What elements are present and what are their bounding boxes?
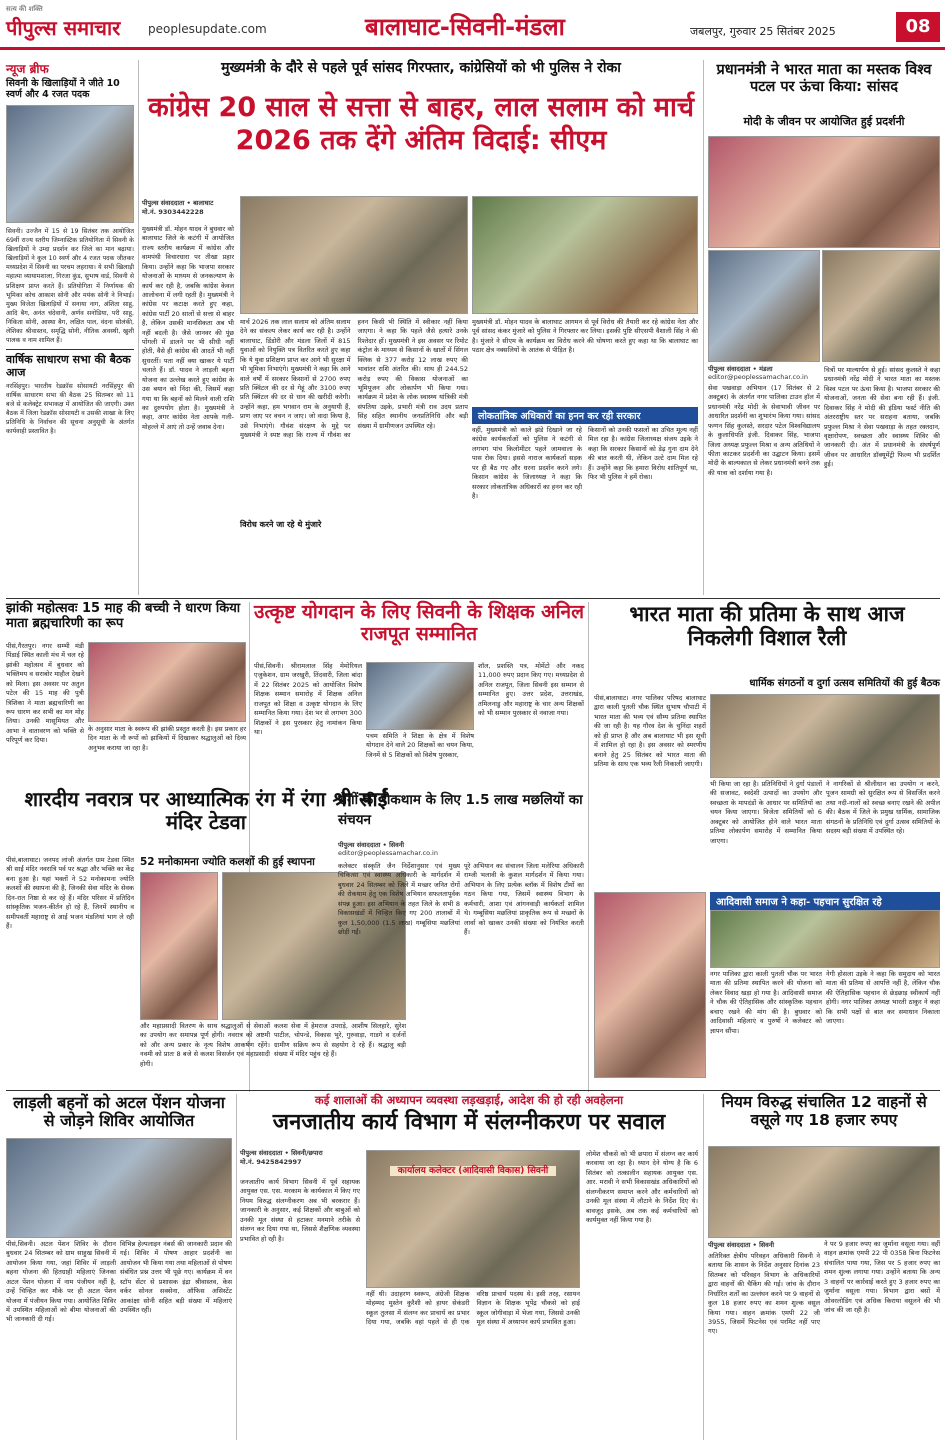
lead-subbox-title: लोकतांत्रिक अधिकारों का हनन कर रही सरकार bbox=[472, 407, 698, 424]
yoga-body-1: पीसं,सिवनी। श्रीरामलाल सिंह मेमोरियल एजुकेशन, ग्राम जरखुरी, तिंदवारी, जिला बांदा में 22 सितंबर 2025 को आयोजित विशेष शिक्षक सम्मान समारोह में शिक्षक अनिल राजपूत को शिक्षा व उत्कृष्ट योगदान के लिए सम्मानित किया गया। देश भर से लगभग 300 शिक्षकों ने इस पुरस्कार हेतु नामांकन किया था। bbox=[254, 662, 362, 736]
child-goddess-photo bbox=[88, 642, 246, 722]
section-divider bbox=[6, 1090, 940, 1091]
yoga-body-2: पचम समिति ने शिक्षा के क्षेत्र में विशेष योगदान देने वाले 20 शिक्षकों का चयन किया, जिनमें से 5 शिक्षकों को विशेष पुरस्कार, bbox=[366, 732, 474, 759]
shala-body-1: जनजातीय कार्य विभाग सिवनी में पूर्व सहायक आयुक्त एस. एस. मरकाम के कार्यकाल में किए गए नियम विरुद्ध संलग्नीकरण अब भी बरकरार हैं। जानकारी के अनुसार, कई शिक्षकों और बाबुओं को उनकी मूल संस्था से हटाकर मनमाने तरीके से संलग्न कर दिया गया था, जिससे शैक्षणिक व्यवस्था प्रभावित हो रही है। bbox=[240, 1178, 360, 1243]
gymnastics-team-photo bbox=[6, 105, 134, 223]
adivasi-headline[interactable]: आदिवासी समाज ने कहा- पहचान सुरक्षित रहे bbox=[710, 892, 940, 910]
navratri-subhead: 52 मनोकामना ज्योति कलशों की हुई स्थापना bbox=[140, 856, 315, 868]
column-divider bbox=[588, 602, 589, 1092]
lead-right-box bbox=[472, 318, 698, 595]
page-number: 08 bbox=[896, 12, 940, 42]
fish-email[interactable]: editor@peoplessamachar.co.in bbox=[338, 849, 438, 857]
fish-headline[interactable]: रोगों की रोकथाम के लिए 1.5 लाख मछलियों का संचयन bbox=[338, 792, 583, 829]
niyam-body-1: अतिरिक्त क्षेत्रीय परिवहन अधिकारी सिवनी ने बताया कि शासन के निर्देश अनुसार दिनांक 23 सितम्बर को परिवहन विभाग के अधिकारियों द्वारा वाहनों की चैकिंग की गई। जांच के दौरान निर्धारित शर्तों का उल्लंघन करने पर 9 वाहनों से कुल 18 हजार रुपए का शमन शुल्क वसूल किया गया। वाहन क्रमांक एमपी 22 जी 3955, जिसमें फिटनेस एवं परमिट नहीं पाए गए। bbox=[708, 1252, 820, 1336]
rally-body-3: ने नागरिकों से श्रीलीधान का उपयोग न करने, पूजन सामग्री को सुरक्षित रूप से विसर्जित करने तथा नदी-नालों को स्वच्छ बनाए रखने की अपील की। बैठक में जिले के प्रमुख धार्मिक, सामाजिक संगठनों के प्रतिनिधि एवं दुर्गा उत्सव समितियों के सदस्य बड़ी संख्या में उपस्थित रहे। bbox=[826, 780, 940, 836]
exhibition-photo-3 bbox=[708, 250, 820, 362]
jhanki-headline[interactable]: झांकी महोत्सवः 15 माह की बच्ची ने धारण किया माता ब्रह्मचारिणी का रूप bbox=[6, 601, 241, 631]
lead-body-col2 bbox=[240, 318, 468, 595]
bus-check-photo bbox=[708, 1146, 940, 1238]
lead-body-col1: मुख्यमंत्री डॉ. मोहन यादव ने बुधवार को बालाघाट जिले के कटंगी में आयोजित राज्य स्तरीय कार्यक्रम में कांग्रेस और वामपंथी विचारधारा पर तीखा प्रहार किया। उन्होंने कहा कि भाजपा सरकार योजनाओं के माध्यम से जनकल्याण के कार्य कर रही है, जबकि कांग्रेस केवल आलोचना में लगी रहती है। मुख्यमंत्री ने कांग्रेस पर कटाक्ष करते हुए कहा, कांग्रेस पार्टी 20 सालों से सत्ता से बाहर है, लेकिन उसकी मानसिकता अब भी नहीं बदली है। जैसे जानवर की पूंछ पोंगली में डालने पर भी सीधी नहीं होती, वैसे ही कांग्रेस की आदतें भी नहीं सुधरतीं। पता नहीं क्या खाकर ये पार्टी चलाते हैं। डॉ. यादव ने लाड़ली बहना योजना का उल्लेख करते हुए कांग्रेस के उस बयान को निंदा की, जिसमें कहा गया था कि बहनों को मिलने वाली राशि का दुरुपयोग होता है। मुख्यमंत्री ने कहा, अगर कांग्रेस नेता आपके गली-मोहल्ले में आएं तो उन्हें जवाब देना। bbox=[142, 225, 234, 431]
pm-email[interactable]: editor@peoplessamachar.co.in bbox=[708, 373, 808, 381]
navratri-body-1: पीसं,बालाघाट। जनपद लांजी अंतर्गत ग्राम टेडवा स्थित श्री साईं मंदिर नवरात्रि पर्व पर श्रद्धा और भक्ति का केंद्र बना हुआ है। यहां भक्तों ने 52 मनोकामना ज्योति कलशों की स्थापना की है, जिनकी सेवा मंदिर के सेवक दिन-रात निष्ठा से कर रहे हैं। मंदिर परिसर में प्रतिदिन सांस्कृतिक भजन-कीर्तन हो रहे हैं, जिनमें स्थानीय व समीपवर्ती महाराष्ट्र से आई भजन मंडलियां भाग ले रही हैं। bbox=[6, 856, 134, 930]
pm-body-col2: चित्रों पर माल्यार्पण से हुई। सांसद कुलस्ते ने कहा प्रधानमंत्री नरेंद्र मोदी ने भारत माता का मस्तक विश्व पटल पर ऊंचा किया है। भाजपा सरकार की योजनाओं, जनता की सेवा बना रही हैं। इंजी. दिवाकर सिंह ने मोदी की इंडिया फर्स्ट नीति की अंतरराष्ट्रीय स्तर पर सराहना बताया, जबकि प्रफुल्ल मिश्रा ने सेवा पखवाड़ा के तहत रक्तदान, वृक्षारोपण, स्वच्छता और स्वास्थ्य शिविर की जानकारी दी। अंत में प्रधानमंत्री के संघर्षपूर्ण जीवन पर आधारित डॉक्यूमेंट्री फिल्म भी प्रदर्शित हुई। bbox=[824, 366, 940, 469]
shala-body-3: लोमेश चौकसे को भी छपारा में संलग्न कर कार्य करवाया जा रहा है। ध्यान देने योग्य है कि 6 सितंबर को तत्कालीन सहायक आयुक्त एस. आर. मरावी ने सभी विकासखंड अधिकारियों को संलग्नीकरण समाप्त करने और कर्मचारियों को उनकी मूल संस्था में लौटाने के निर्देश दिए थे। बावजूद इसके, अब तक कई कर्मचारियों को कार्यमुक्त नहीं किया गया है। bbox=[586, 1150, 698, 1224]
jhanki-body-2: के अनुसार माता के स्वरूप की झांकी प्रस्तुत करती है। इस प्रकार हर दिन माता के नौ रूपों को झांकियों में दिखाकर श्रद्धालुओं को दिव्य अनुभव कराया जा रहा है। bbox=[88, 725, 246, 752]
rally-headline[interactable]: भारत माता की प्रतिमा के साथ आज निकलेगी विशाल रैली bbox=[629, 602, 905, 651]
exhibition-photo-2 bbox=[822, 250, 940, 362]
navratri-body-3: कलश सेवा में हेमराज उपराड़े, आशीष सिलहारे, सुरेश पाटील, चोपन्डे, विकास भुरे, गुरुवाड़ा, गाडगे व दर्जनों ग्रामीण सक्रिय रूप से सहयोग दे रहे हैं। श्रद्धालु बड़ी संख्या में मंदिर पहुंच रहे हैं। bbox=[274, 1022, 406, 1059]
logo-text: पीपुल्स समाचार bbox=[6, 16, 121, 40]
fish-body-1: कलेक्टर संस्कृति जैन निर्देशानुसार एवं मुख्य चिकित्सा एवं स्वास्थ्य अधिकारी के मार्गदर्शन में बुधवार 24 सितम्बर को जिले में मच्छर जनित रोगों की रोकथाम हेतु एक विशेष अभियान सफलतापूर्वक संपन्न हुआ। इस अभियान के तहत जिले के सभी 8 विकासखंडों में चिन्हित किए गए 200 तालाबों में कुल 1,50,000 (1.5 लाख) गम्बूसिया मछलियां छोड़ी गईं। bbox=[338, 862, 460, 936]
niyam-headline[interactable]: नियम विरुद्ध संचालित 12 वाहनों से वसूले गए 18 हजार रुपए bbox=[721, 1093, 927, 1129]
navratri-body-2: और महाप्रसादी वितरण के साथ श्रद्धालुओं से सेवाओं का उपयोग कर समापन्न पूर्ण होगी। नवरात्र को अष्टमी को और अन्य प्रकार के नृत्य विशेष आकर्षण रहेंगे। नवमी को प्रातः 8 बजे से कलश विसर्जन एवं महाप्रसादी होगी। bbox=[140, 1022, 270, 1068]
shala-headline[interactable]: जनजातीय कार्य विभाग में संलग्नीकरण पर सवाल bbox=[272, 1110, 666, 1135]
pm-byline: पीपुल्स संवाददाता • मंडला bbox=[708, 365, 773, 373]
brief-label: न्यूज ब्रीफ bbox=[6, 62, 49, 76]
pm-byline-box bbox=[708, 364, 820, 381]
column-divider bbox=[236, 1094, 237, 1440]
fish-byline: पीपुल्स संवाददाता • सिवनी bbox=[338, 841, 405, 849]
dateline: जबलपुर, गुरुवार 25 सितंबर 2025 bbox=[690, 25, 836, 38]
lead-body-col4: मुख्यमंत्री डॉ. मोहन यादव के बालाघाट आगमन से पूर्व विरोध की तैयारी कर रहे कांग्रेस नेता और पूर्व सांसद कंकर मुंजारे को पुलिस ने गिरफ्तार कर लिया। इसकी पुष्टि सीएसपी वैशाली सिंह ने की है। मुंजारे ने सीएम के कार्यक्रम का विरोध करने की घोषणा करते हुए कहा था कि बालाघाट का पठार क्षेत्र नक्सलियों के आतंक से पीड़ित है। bbox=[472, 318, 698, 355]
lead-body-col7: किसानों को उनकी फसलों का उचित मूल्य नहीं मिल रहा है। कांग्रेस जिलाध्यक्ष संजय उइके ने कहा कि सरकार किसानों को डेढ़ गुना दाम देने की बात करती थी, लेकिन उल्टे दाम मिल रहे हैं। उन्होंने कहा कि हमारा विरोध शांतिपूर्ण था, फिर भी पुलिस ने हमें रोका। bbox=[588, 426, 698, 482]
lead-body-text3: ने कहा कि पहले जैसे हत्यारे उनके रिश्तेदार हों। मुख्यमंत्री ने इस अवसर पर रिमोट कंट्रोल के माध्यम से किसानों के खातों में सिंगल क्लिक से 377 करोड़ 12 लाख रुपए की भावांतर राशि अंतरित की। साथ ही 244.52 करोड़ रुपए की विकास योजनाओं का भूमिपूजन और लोकार्पण भी किया गया। कार्यक्रम में प्रदेश के लोक स्वास्थ्य यांत्रिकी मंत्री संपतिया उइके, प्रभारी मंत्री राव उदय प्रताप सिंह सहित स्थानीय जनप्रतिनिधि और बड़ी संख्या में ग्रामीणजन उपस्थित रहे। bbox=[357, 327, 468, 430]
logo-tagline: सत्य की शक्ति bbox=[6, 5, 43, 13]
column-divider bbox=[703, 1094, 704, 1440]
lead-subhead: विरोध करने जा रहे थे मुंजारे bbox=[240, 520, 350, 529]
rally-body-1: पीसं,बालाघाट। नगर पालिका परिषद बालाघाट द्वारा काली पुतली चौक स्थित सुभाष चौपाटी में भारत माता की भव्य एवं सौम्य प्रतिमा स्थापित की जा रही है। यह गौरव देश के चुनिंदा शहरों को ही प्राप्त है और अब बालाघाट भी इस सूची में शामिल हो रहा है। इस अवसर को स्मरणीय बनाने हेतु 25 सितंबर को भारत माता की प्रतिमा के साथ एक भव्य रैली निकाली जाएगी। bbox=[594, 694, 706, 768]
pm-body-col1: सेवा पखवाड़ा अभियान (17 सितंबर से 2 अक्टूबर) के अंतर्गत नगर पालिका टाउन हॉल में प्रधानमंत्री नरेंद्र मोदी के सेवाभावी जीवन पर आधारित प्रदर्शनी का शुभारंभ किया गया। सांसद फग्गन सिंह कुलस्ते, सरदार पटेल विश्वविद्यालय के कुलाधिपति इंजी. दिवाकर सिंह, भाजपा जिला अध्यक्ष प्रफुल्ल मिश्रा व अन्य अतिथियों ने फीता काटकर प्रदर्शनी का उद्घाटन किया। इसमें मोदी के बाल्यकाल से लेकर प्रधानमंत्री बनने तक की यात्रा को दर्शाया गया है। bbox=[708, 384, 820, 477]
shala-byline: पीपुल्स संवाददाता • सिवनी/छपारा bbox=[240, 1149, 323, 1157]
lead-body-col6: वहीं, मुख्यमंत्री को काले झंडे दिखाने जा रहे कांग्रेस कार्यकर्ताओं को पुलिस ने कटंगी से लगभग पांच किलोमीटर पहले जामवाला के पास रोक दिया। इससे नाराज कार्यकर्ता सड़क पर ही बैठ गए और धरना प्रदर्शन करने लगे। किसान कांग्रेस के जिलाध्यक्ष ने कहा कि सरकार लोकतांत्रिक अधिकारों का हनन कर रही है। bbox=[472, 426, 582, 500]
brief-headline[interactable]: सिवनी के खिलाड़ियों ने जीते 10 स्वर्ण और 4 रजत पदक bbox=[6, 78, 120, 100]
pension-camp-photo bbox=[6, 1138, 232, 1238]
rally-subhead: धार्मिक संगठनों व दुर्गा उत्सव समितियों की हुई बैठक bbox=[749, 678, 940, 689]
adivasi-caption-1: नगर पालिका द्वारा काली पुतली चौक पर भारत माता की प्रतिमा स्थापित करने की योजना को लेकर विवाद खड़ा हो गया है। आदिवासी समाज ने चौक की ऐतिहासिक और सांस्कृतिक पहचान बचाए रखने की मांग की है। बुधवार को आदिवासी महिलाएं व पुरुषों ने कलेक्टर को ज्ञापन सौंपा। bbox=[710, 970, 822, 1035]
newspaper-logo[interactable] bbox=[6, 5, 121, 41]
yoga-body-3: शॉल, प्रशस्ति पत्र, मोमेंटो और नकद 11,000 रुपए प्रदान किए गए। मध्यप्रदेश से अनिल राजपूत, जिला सिवनी इस सम्मान से सम्मानित हुए। उत्तर प्रदेश, उत्तराखंड, तमिलनाडु और महाराष्ट्र के चार अन्य शिक्षकों को भी सम्मान पुरस्कार से नवाजा गया। bbox=[478, 662, 584, 718]
adivasi-protest-photo bbox=[710, 910, 940, 968]
adivasi-caption-2: नेगी होसला उइके ने कहा कि समुदाय को भारत माता की प्रतिमा से आपत्ति नहीं है, लेकिन चौक की ऐतिहासिक पहचान से छेड़छाड़ स्वीकार्य नहीं होगी। नगर पालिका अध्यक्ष भारती ठाकुर ने कहा कि सभी पक्षों से बात कर समाधान निकाला जाएगा। bbox=[826, 970, 940, 1026]
shala-byline-box bbox=[240, 1148, 360, 1166]
exhibition-photo-1 bbox=[708, 136, 940, 248]
lead-byline: पीपुल्स संवाददाता • बालाघाट bbox=[142, 199, 214, 207]
pm-headline[interactable]: प्रधानमंत्री ने भारत माता का मस्तक विश्व पटल पर ऊंचा किया: सांसद bbox=[716, 62, 932, 95]
column-divider bbox=[138, 60, 139, 595]
atal-headline[interactable]: लाड़ली बहनों को अटल पेंशन योजना से जोड़ने शिविर आयोजित bbox=[13, 1093, 225, 1131]
news-brief-column bbox=[6, 60, 134, 600]
lead-body-text2: मार्च 2026 तक लाल सलाम को अंतिम सलाम देने का संकल्प लेकर कार्य कर रही है। उन्होंने बालाघाट, डिंडोरी और मंडला जिलों में 815 युवाओं को नियुक्ति पत्र वितरित करते हुए कहा कि ये युवा प्रशिक्षण प्राप्त कर आगे भी सुरक्षा में भी भूमिका निभाएंगे। मुख्यमंत्री ने कहा कि आने वाले वर्षों में सरकार किसानों से 2700 रुपए प्रति क्विंटल की दर से गेहूं और 3100 रुपए प्रति क्विंटल की दर से धान की खरीदी करेगी। उन्होंने कहा, हम भगवान राम के अनुयायी हैं, प्राण जाए पर वचन न जाए। जो वादा किया है, उसे निभाएंगे। गौवंश संरक्षण के मुद्दे पर मुख्यमंत्री ने स्पष्ट कहा कि राज्य में गौवंश का हनन किसी भी स्थिति में स्वीकार नहीं किया जाएगा। bbox=[240, 318, 468, 440]
office-signboard: कार्यालय कलेक्टर (आदिवासी विकास) सिवनी bbox=[390, 1166, 556, 1176]
teacher-award-photo bbox=[366, 662, 474, 730]
lead-contact: मो.नं. 9303442228 bbox=[142, 208, 204, 216]
navratri-headline[interactable]: शारदीय नवरात्र पर आध्यात्मिक रंग में रंगा श्री साईं मंदिर टेडवा bbox=[24, 787, 388, 834]
atal-body-2: विभिन्न हेल्पलाइन नंबर्स की जानकारी प्रदान की गई। शिविर में पोषण आहार प्रदर्शनी का आयोजन भी किया गया तथा महिलाओं से पोषण संबंधित प्रश्न उत्तर भी पूछे गए। कार्यक्रम में वन स्टॉप सेंटर से प्रशासक इंद्रा श्रीवास्तव, केस वर्कर सोनल सक्सेना, ऑफिस असिस्टेंट आकांक्षा सोनी सहित बड़ी संख्या में महिलाएं उपस्थित रहीं। bbox=[120, 1240, 233, 1314]
sabha-headline[interactable]: वार्षिक साधारण सभा की बैठक आज bbox=[6, 353, 131, 380]
fish-byline-box bbox=[338, 840, 584, 857]
shala-kicker[interactable]: कई शालाओं की अध्यापन व्यवस्था लड़खड़ाई, आदेश की हो रही अवहेलना bbox=[314, 1093, 624, 1107]
brief-body: सिवनी। उज्जैन में 15 से 19 सितंबर तक आयोजित 69वीं राज्य स्तरीय जिम्नास्टिक प्रतियोगिता में सिवनी के खिलाड़ियों ने उम्दा प्रदर्शन कर जिले का मान बढ़ाया। खिलाड़ियों ने कुल 10 स्वर्ण और 4 रजत पदक जीतकर मध्यप्रदेश में सिवनी का परचम लहराया। ये सभी खिलाड़ी महात्मा व्यायामशाला, गिरजा कुंड, सुभाष वार्ड, सिवनी से प्रशिक्षण प्राप्त करते हैं। प्रतियोगिता में निर्णायक की भूमिका कोच आकाश सोनी और मयंक सोनी ने निभाई। मुख्य विजेता खिलाड़ियों में सनाया नाग, अंशिता साहू, आदि बैग, अनंत चंदेवानी, अर्णव सनोडिया, परी साहू, निकिता सोनी, आस्था बैग, लक्षित पाल, वंदना सोलंकी, लेशिका श्रीवास्तव, समृद्धि सोनी, नीतिक अवस्थी, खुशी पालक व नाम शामिल हैं। bbox=[6, 227, 134, 345]
sai-idol-photo bbox=[140, 872, 218, 1020]
rally-body-2: भी किया जा रहा है। प्रतिनिधियों ने दुर्गा पंडालों की सजावट, स्वदेशी उत्पादों का उपयोग और स्वच्छता के मापदंडों के आधार पर समितियों का चयन किया जाएगा। विजेता समितियों को 6 अक्टूबर को आयोजित होने वाले भारत माता प्रतिमा लोकार्पण समारोह में सम्मानित किया जाएगा। bbox=[710, 780, 822, 845]
niyam-byline: पीपुल्स संवाददाता • सिवनी bbox=[708, 1241, 775, 1249]
yoga-headline[interactable]: उत्कृष्ट योगदान के लिए सिवनी के शिक्षक अनिल राजपूत सम्मानित bbox=[254, 601, 584, 645]
atal-body-1: पीसं,सिवनी। अटल पेंशन शिविर के दौरान बुधवार 24 सितम्बर को ग्राम साहुख सिवनी में आयोजन किया गया, जहां शिविर में लाड़ली बहना योजना की हितग्राही महिलाएं जिनका अटल पेंशन योजना में नाम पंजीयन नहीं है, उन्हें चिन्हित कर मौके पर ही अटल पेंशन योजना में पंजीयन किया गया। आयोजित शिविर में उपस्थित महिलाओं को बीमा योजनाओं की भी जानकारी दी गई। bbox=[6, 1240, 116, 1324]
jhanki-body-1: पीसं,गैरतपुर। नगर सम्भी मंडी पिंडाई स्थित काली मंच में चल रहे झांकी महोत्सव में बुधवार को भक्तिमय व सराबोर माहौल देखने को मिला। इस अवसर पर अतुल पटेल की 15 माह की पुत्री त्रिशिका ने माता ब्रह्मचारिणी का रूप धारण कर सभी का मन मोह लिया। उनकी मासूमियत और आभा ने वातावरण को भक्ति से परिपूर्ण कर दिया। bbox=[6, 642, 84, 745]
arrest-photo bbox=[472, 196, 698, 314]
cm-rally-photo bbox=[240, 196, 468, 314]
shala-contact: मो.नं. 9425842997 bbox=[240, 1158, 302, 1166]
lead-headline[interactable]: कांग्रेस 20 साल से सत्ता से बाहर, लाल सलाम को मार्च 2026 तक देंगे अंतिम विदाई: सीएम bbox=[147, 92, 695, 156]
pm-subhead: मोदी के जीवन पर आयोजित हुई प्रदर्शनी bbox=[743, 115, 905, 128]
shala-body-2: नहीं थी। उदाहरण स्वरूप, अंग्रेजी शिक्षक मोहम्मद मुस्तेन कुरैशी को हायर सेकंडरी स्कूल तुलसा में संलग्न कर प्राचार्य का प्रभार दिया गया, जबकि वहां पहले से ही एक वरिष्ठ प्राचार्य पदस्थ थे। इसी तरह, रसायन विज्ञान के शिक्षक भूपेंद्र चौकसे को हाई स्कूल जोगीवाड़ा में भेजा गया, जिससे उनकी मूल संस्था में अध्यापन कार्य प्रभावित हुआ। bbox=[366, 1290, 580, 1327]
column-divider bbox=[703, 60, 704, 595]
section-divider bbox=[6, 598, 940, 599]
sabha-body: नरसिंहपुर। भारतीय रेडक्रॉस सोसायटी नरसिंहपुर की वार्षिक साधारण सभा की बैठक 25 सितम्बर को 11 बजे से कलेक्ट्रेट सभाकक्ष में आयोजित की जाएगी। उक्त बैठक में जिला रेडक्रॉस सोसायटी व उसकी शाखा के लिए प्रतिनिधि के निर्वाचन की सूचना अनुसूची के अंतर्गत कार्यवाही प्रस्तावित है। bbox=[6, 382, 134, 436]
edition-title: बालाघाट-सिवनी-मंडला bbox=[365, 13, 565, 41]
meeting-photo bbox=[710, 694, 940, 778]
fish-body-2: पूरे अभियान का संचालन जिला मलेरिया अधिकारी राम्जी भलावी के कुशल मार्गदर्शन में किया गया। अभियान के लिए प्रत्येक ब्लॉक में विशेष टीमों का गठन किया गया, जिसमें स्वास्थ्य विभाग के कर्मचारी, आशा एवं आंगनवाड़ी कार्यकर्ता शामिल थे। गम्बूसिया मछलियां प्राकृतिक रूप से मच्छरों के लार्वा को खाकर उनकी संख्या को नियंत्रित करती हैं। bbox=[464, 862, 584, 936]
lead-byline-box bbox=[142, 198, 234, 216]
website-link[interactable]: peoplesupdate.com bbox=[148, 22, 267, 36]
lead-kicker[interactable]: मुख्यमंत्री के दौरे से पहले पूर्व सांसद गिरफ्तार, कांग्रेसियों को भी पुलिस ने रोका bbox=[221, 60, 621, 76]
niyam-body-2: ने पर 9 हजार रुपए का जुर्माना वसूला गया। वहीं वाहन क्रमांक एमपी 22 पी 0358 बिना फिटनेस संचालित पाया गया, जिस पर 5 हजार रुपए का शमन शुल्क लगाया गया। उन्होंने बताया कि अन्य 3 वाहनों पर कार्रवाई करते हुए 3 हजार रुपए का जुर्माना वसूला गया। विभाग द्वारा बसों में ओवरलोडिंग एवं अधिक किराया वसूलने की भी जांच की जा रही है। bbox=[824, 1240, 940, 1314]
adivasi-women-photo bbox=[594, 892, 706, 1078]
